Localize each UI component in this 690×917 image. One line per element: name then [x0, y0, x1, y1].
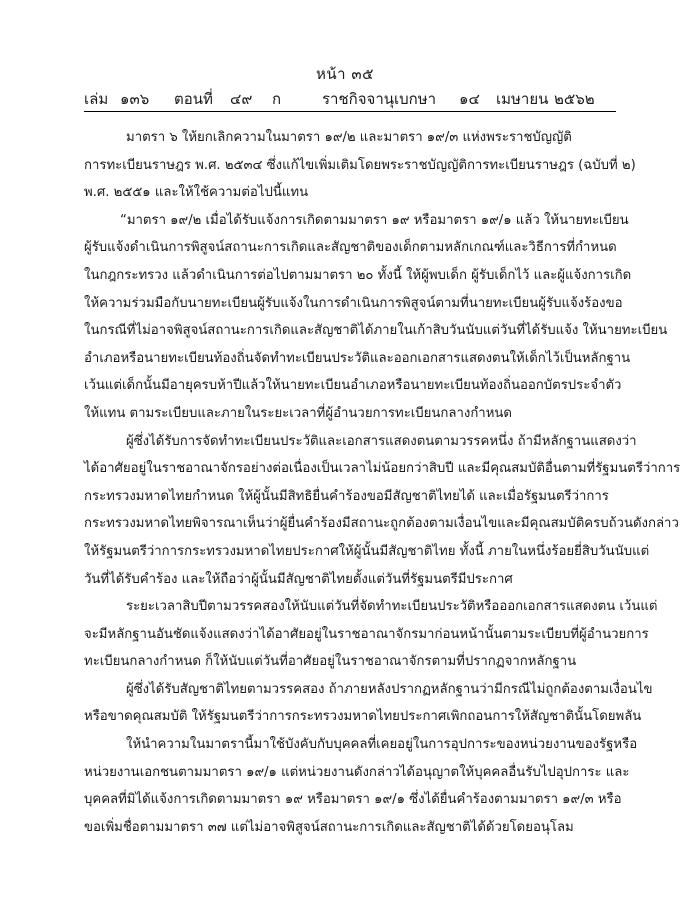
- gazette-name: ราชกิจจานุเบกษา: [322, 90, 437, 108]
- text-line: ให้ความร่วมมือกับนายทะเบียนผู้รับแจ้งในการดำเนินการพิสูจน์ตามที่นายทะเบียนผู้รับแจ้งร้องขอ: [84, 295, 623, 311]
- text-line: ให้แทน ตามระเบียบและภายในระยะเวลาที่ผู้อำนวยการทะเบียนกลางกำหนด: [84, 405, 512, 421]
- document-body: [84, 124, 681, 841]
- text-line: กระทรวงมหาดไทยกำหนด ให้ผู้นั้นมีสิทธิยื่นคำร้องขอมีสัญชาติไทยได้ และเมื่อรัฐมนตรีว่าการ: [84, 488, 609, 504]
- section-number: ๔๙: [230, 90, 253, 108]
- text-line: ได้อาศัยอยู่ในราชอาณาจักรอย่างต่อเนื่องเป็นเวลาไม่น้อยกว่าสิบปี และมีคุณสมบัติอื่นตามที่รัฐมนตรีว่าการ: [84, 461, 681, 477]
- text-line: ทะเบียนกลางกำหนด ก็ให้นับแต่วันที่อาศัยอยู่ในราชอาณาจักรตามที่ปรากฏจากหลักฐาน: [84, 654, 577, 670]
- text-line: “มาตรา ๑๙/๒ เมื่อได้รับแจ้งการเกิดตามมาตรา ๑๙ หรือมาตรา ๑๙/๑ แล้ว ให้นายทะเบียน: [120, 212, 629, 228]
- text-line: จะมีหลักฐานอันชัดแจ้งแสดงว่าได้อาศัยอยู่ในราชอาณาจักรมาก่อนหน้านั้นตามระเบียบที่ผู้อำนวยการ: [84, 626, 649, 642]
- text-line: ให้รัฐมนตรีว่าการกระทรวงมหาดไทยประกาศให้ผู้นั้นมีสัญชาติไทย ทั้งนี้ ภายในหนึ่งร้อยยี่สิบวันนับแต่: [84, 543, 650, 559]
- text-line: ให้นำความในมาตรานี้มาใช้บังคับกับบุคคลที่เคยอยู่ในการอุปการะของหน่วยงานของรัฐหรือ: [126, 737, 638, 753]
- gazette-header: [84, 87, 614, 109]
- date-day: ๑๔: [459, 90, 480, 108]
- text-line: ระยะเวลาสิบปีตามวรรคสองให้นับแต่วันที่จัดทำทะเบียนประวัติหรือออกเอกสารแสดงตน เว้นแต่: [126, 599, 658, 615]
- header-divider: [84, 111, 616, 112]
- text-line: ผู้ซึ่งได้รับการจัดทำทะเบียนประวัติและเอกสารแสดงตนตามวรรคหนึ่ง ถ้ามีหลักฐานแสดงว่า: [126, 433, 637, 449]
- text-line: ผู้ซึ่งได้รับสัญชาติไทยตามวรรคสอง ถ้าภายหลังปรากฏหลักฐานว่ามีกรณีไม่ถูกต้องตามเงื่อนไข: [126, 681, 653, 697]
- text-line: ผู้รับแจ้งดำเนินการพิสูจน์สถานะการเกิดและสัญชาติของเด็กตามหลักเกณฑ์และวิธีการที่กำหนด: [84, 240, 617, 256]
- text-line: อำเภอหรือนายทะเบียนท้องถิ่นจัดทำทะเบียนประวัติและออกเอกสารแสดงตนให้เด็กไว้เป็นหลักฐาน: [84, 350, 631, 366]
- text-line: ขอเพิ่มชื่อตามมาตรา ๓๗ แต่ไม่อาจพิสูจน์สถานะการเกิดและสัญชาติได้ด้วยโดยอนุโลม: [84, 819, 574, 835]
- part-label: ก: [272, 90, 282, 108]
- text-line: หน่วยงานเอกชนตามมาตรา ๑๙/๑ แต่หน่วยงานดังกล่าวได้อนุญาตให้บุคคลอื่นรับไปอุปการะ และ: [84, 764, 630, 780]
- date-month: เมษายน: [496, 90, 549, 108]
- volume-number: ๑๓๖: [120, 90, 150, 108]
- text-line: วันที่ได้รับคำร้อง และให้ถือว่าผู้นั้นมีสัญชาติไทยตั้งแต่วันที่รัฐมนตรีมีประกาศ: [84, 571, 513, 587]
- page-number: หน้า ๓๕: [316, 65, 374, 83]
- section-label: ตอนที่: [174, 90, 213, 108]
- text-line: การทะเบียนราษฎร พ.ศ. ๒๕๓๔ ซึ่งแก้ไขเพิ่มเติมโดยพระราชบัญญัติการทะเบียนราษฎร (ฉบับที่ ๒): [84, 157, 636, 173]
- text-line: บุคคลที่มิได้แจ้งการเกิดตามมาตรา ๑๙ หรือมาตรา ๑๙/๑ ซึ่งได้ยื่นคำร้องตามมาตรา ๑๙/๓ หรือ: [84, 792, 622, 808]
- text-line: พ.ศ. ๒๕๕๑ และให้ใช้ความต่อไปนี้แทน: [84, 185, 309, 201]
- text-line: หรือขาดคุณสมบัติ ให้รัฐมนตรีว่าการกระทรวงมหาดไทยประกาศเพิกถอนการให้สัญชาตินั้นโดยพลัน: [84, 709, 642, 725]
- text-line: มาตรา ๖ ให้ยกเลิกความในมาตรา ๑๙/๒ และมาตรา ๑๙/๓ แห่งพระราชบัญญัติ: [126, 130, 572, 145]
- text-line: ในกฎกระทรวง แล้วดำเนินการต่อไปตามมาตรา ๒๐ ทั้งนี้ ให้ผู้พบเด็ก ผู้รับเด็กไว้ และผู้แจ้งการเกิด: [84, 267, 632, 283]
- text-line: เว้นแต่เด็กนั้นมีอายุครบห้าปีแล้วให้นายทะเบียนอำเภอหรือนายทะเบียนท้องถิ่นออกบัตรประจำตัว: [84, 378, 622, 394]
- volume-label: เล่ม: [84, 90, 109, 108]
- text-line: กระทรวงมหาดไทยพิจารณาเห็นว่าผู้ยื่นคำร้องมีสถานะถูกต้องตามเงื่อนไขและมีคุณสมบัติครบถ้วนดังกล่าว: [84, 516, 679, 532]
- date-year: ๒๕๖๒: [554, 90, 595, 108]
- text-line: ในกรณีที่ไม่อาจพิสูจน์สถานะการเกิดและสัญชาติได้ภายในเก้าสิบวันนับแต่วันที่ได้รับแจ้ง ให้นายทะเบียน: [84, 323, 668, 339]
